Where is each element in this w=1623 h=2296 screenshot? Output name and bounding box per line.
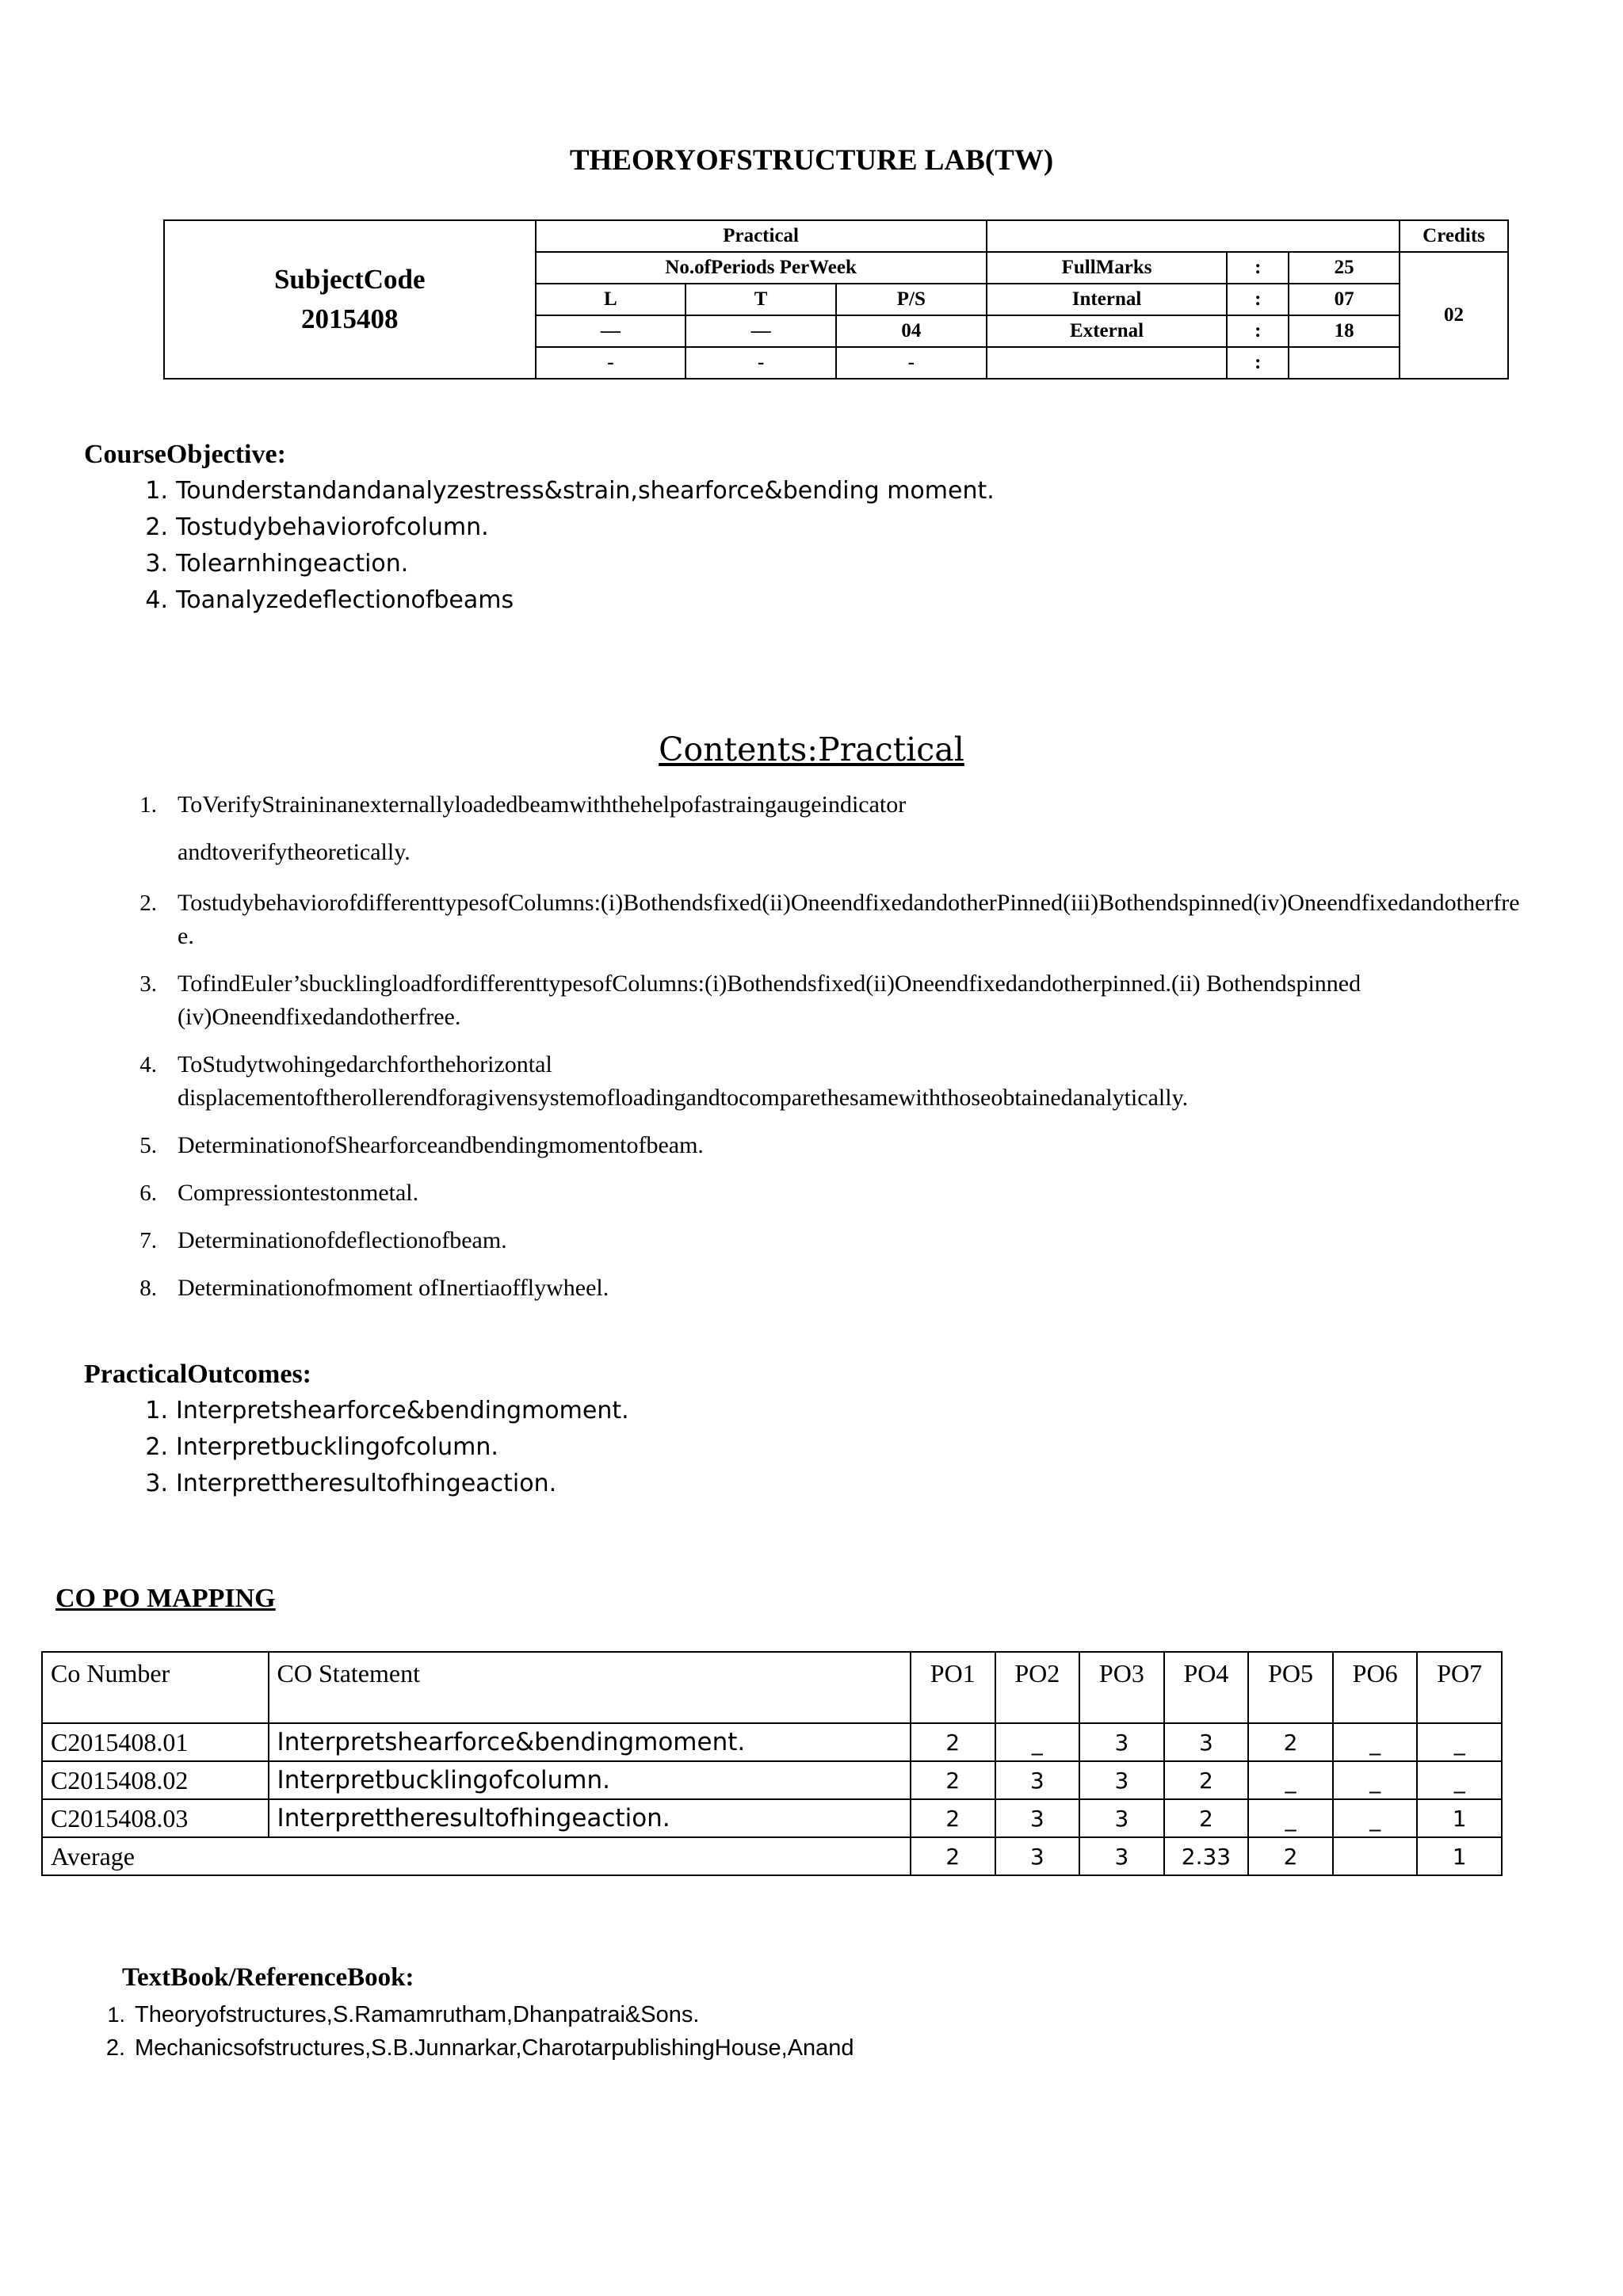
- ps-label: P/S: [836, 284, 987, 315]
- po-value: 2: [911, 1761, 995, 1799]
- list-item: [145, 1429, 629, 1466]
- blank-header: [987, 220, 1400, 252]
- list-number: 1.: [145, 1397, 168, 1425]
- l-label: L: [536, 284, 686, 315]
- list-number: 3.: [139, 971, 157, 997]
- list-text: Interpretshearforce&bendingmoment.: [176, 1397, 629, 1425]
- empty-cell: [1289, 347, 1400, 379]
- subject-code-label: SubjectCode: [273, 264, 426, 295]
- full-marks-label: FullMarks: [987, 252, 1228, 284]
- po-value: 2: [1164, 1761, 1249, 1799]
- po-value: _: [1248, 1799, 1333, 1837]
- contents-heading: Contents:Practical: [659, 730, 964, 769]
- co-statement: Interprettheresultofhingeaction.: [269, 1799, 911, 1837]
- list-number: 1.: [145, 477, 168, 505]
- column-header: PO3: [1079, 1652, 1164, 1723]
- textbook-heading: TextBook/ReferenceBook:: [122, 1963, 414, 1992]
- po-value: _: [1333, 1799, 1418, 1837]
- list-item: [145, 1393, 629, 1429]
- po-average: 1: [1417, 1837, 1502, 1875]
- external-label: External: [987, 315, 1228, 347]
- co-number: C2015408.02: [42, 1761, 269, 1799]
- internal-value: 07: [1289, 284, 1400, 315]
- list-text: TofindEuler’sbucklingloadfordifferenttypesofColumns:(i)Bothendsfixed(ii)Oneendfixedandotherpinned.(ii) Bothendspinned (iv)Oneendfixedandotherfree.: [178, 971, 1361, 1030]
- po-average: 3: [1079, 1837, 1164, 1875]
- textbook-list: [105, 1998, 854, 2065]
- list-item: [127, 788, 1522, 869]
- subject-code: 2015408: [301, 303, 399, 334]
- column-header: PO2: [995, 1652, 1080, 1723]
- list-number: 8.: [139, 1276, 157, 1301]
- full-marks-value: 25: [1289, 252, 1400, 284]
- periods-label: No.ofPeriods PerWeek: [536, 252, 987, 284]
- l-value: —: [536, 315, 686, 347]
- credits-value: 02: [1400, 252, 1508, 379]
- po-value: 2: [911, 1723, 995, 1761]
- dash: -: [685, 347, 836, 379]
- dash: -: [836, 347, 987, 379]
- po-average: 2: [1248, 1837, 1333, 1875]
- list-item: [145, 473, 995, 509]
- list-text: TostudybehaviorofdifferenttypesofColumns:(i)Bothendsfixed(ii)OneendfixedandotherPinned(iii)Bothendspinned(iv)Oneendfixedandotherfree.: [178, 890, 1520, 949]
- list-item: [127, 1224, 1522, 1257]
- list-number: 2.: [105, 2035, 125, 2061]
- po-value: _: [1333, 1761, 1418, 1799]
- practical-outcomes-list: [145, 1393, 629, 1502]
- list-text: Determinationofdeflectionofbeam.: [178, 1227, 507, 1253]
- po-value: 3: [1164, 1723, 1249, 1761]
- list-number: 7.: [139, 1228, 157, 1253]
- column-header: Co Number: [42, 1652, 269, 1723]
- list-text: Mechanicsofstructures,S.B.Junnarkar,CharotarpublishingHouse,Anand: [135, 2035, 854, 2061]
- po-value: 3: [1079, 1799, 1164, 1837]
- list-text: ToStudytwohingedarchforthehorizontal: [178, 1051, 552, 1077]
- po-average: [1333, 1837, 1418, 1875]
- average-label: Average: [42, 1837, 911, 1875]
- list-number: 2.: [139, 891, 157, 916]
- list-text: Determinationofmoment ofInertiaofflywheel.: [178, 1275, 609, 1301]
- list-number: 2.: [145, 513, 168, 541]
- list-text: Tolearnhingeaction.: [176, 550, 409, 578]
- po-value: 3: [995, 1761, 1080, 1799]
- list-text: Compressiontestonmetal.: [178, 1180, 419, 1206]
- po-average: 2: [911, 1837, 995, 1875]
- list-item: [127, 967, 1522, 1034]
- list-text: displacementoftherollerendforagivensystemofloadingandtocomparethesamewiththoseobtainedanalytically.: [178, 1085, 1189, 1111]
- list-item: [145, 546, 995, 582]
- list-number: 1.: [139, 792, 157, 818]
- column-header: PO6: [1333, 1652, 1418, 1723]
- po-value: 3: [1079, 1761, 1164, 1799]
- list-number: 4.: [139, 1052, 157, 1077]
- list-item: [105, 2031, 854, 2065]
- list-item: [127, 1272, 1522, 1305]
- po-average: 2.33: [1164, 1837, 1249, 1875]
- po-value: 1: [1417, 1799, 1502, 1837]
- po-value: _: [1333, 1723, 1418, 1761]
- credits-header: Credits: [1400, 220, 1508, 252]
- list-text: Toanalyzedeflectionofbeams: [176, 586, 514, 614]
- colon: :: [1227, 315, 1289, 347]
- table-header-row: [42, 1652, 1502, 1723]
- list-text: Tostudybehaviorofcolumn.: [176, 513, 489, 541]
- po-value: _: [1248, 1761, 1333, 1799]
- copo-table: [41, 1651, 1503, 1876]
- column-header: PO5: [1248, 1652, 1333, 1723]
- empty-cell: [987, 347, 1228, 379]
- list-item: [107, 1998, 854, 2031]
- table-row: [42, 1723, 1502, 1761]
- colon: :: [1227, 347, 1289, 379]
- po-value: 2: [1164, 1799, 1249, 1837]
- column-header: PO4: [1164, 1652, 1249, 1723]
- table-row: [42, 1761, 1502, 1799]
- internal-label: Internal: [987, 284, 1228, 315]
- page-title: THEORYOFSTRUCTURE LAB(TW): [569, 144, 1054, 177]
- course-objective-heading: CourseObjective:: [84, 440, 286, 469]
- list-number: 6.: [139, 1180, 157, 1206]
- list-item: [127, 1177, 1522, 1210]
- list-text: ToVerifyStraininanexternallyloadedbeamwiththehelpofastraingaugeindicator: [178, 791, 907, 818]
- list-number: 4.: [145, 586, 168, 614]
- co-number: C2015408.01: [42, 1723, 269, 1761]
- po-value: 3: [995, 1799, 1080, 1837]
- list-number: 3.: [145, 550, 168, 578]
- column-header: PO7: [1417, 1652, 1502, 1723]
- colon: :: [1227, 252, 1289, 284]
- list-text: andtoverifytheoretically.: [178, 839, 411, 865]
- list-item: [127, 1048, 1522, 1115]
- t-label: T: [685, 284, 836, 315]
- po-value: _: [1417, 1723, 1502, 1761]
- co-number: C2015408.03: [42, 1799, 269, 1837]
- course-objective-list: [145, 473, 995, 619]
- list-item: [145, 1466, 629, 1502]
- practical-header: Practical: [536, 220, 987, 252]
- po-average: 3: [995, 1837, 1080, 1875]
- list-text: Theoryofstructures,S.Ramamrutham,Dhanpatrai&Sons.: [135, 2002, 700, 2027]
- colon: :: [1227, 284, 1289, 315]
- table-row: [42, 1799, 1502, 1837]
- average-row: [42, 1837, 1502, 1875]
- po-value: 2: [911, 1799, 995, 1837]
- list-text: Tounderstandandanalyzestress&strain,shearforce&bending moment.: [176, 477, 995, 505]
- practical-outcomes-heading: PracticalOutcomes:: [84, 1360, 311, 1389]
- po-value: _: [1417, 1761, 1502, 1799]
- po-value: 3: [1079, 1723, 1164, 1761]
- list-number: 1.: [107, 2003, 125, 2027]
- list-item: [145, 582, 995, 619]
- list-item: [127, 1129, 1522, 1162]
- copo-heading: CO PO MAPPING: [55, 1584, 276, 1613]
- external-value: 18: [1289, 315, 1400, 347]
- dash: -: [536, 347, 686, 379]
- list-item: [127, 887, 1522, 953]
- subject-table: [163, 219, 1509, 379]
- list-number: 3.: [145, 1470, 168, 1497]
- t-value: —: [685, 315, 836, 347]
- list-text: DeterminationofShearforceandbendingmomentofbeam.: [178, 1132, 704, 1158]
- ps-value: 04: [836, 315, 987, 347]
- list-item: [145, 509, 995, 546]
- list-number: 5.: [139, 1133, 157, 1158]
- po-value: 2: [1248, 1723, 1333, 1761]
- column-header: PO1: [911, 1652, 995, 1723]
- co-statement: Interpretshearforce&bendingmoment.: [269, 1723, 911, 1761]
- list-text: Interprettheresultofhingeaction.: [176, 1470, 557, 1497]
- list-text: Interpretbucklingofcolumn.: [176, 1433, 498, 1461]
- subject-code-cell: [164, 220, 536, 379]
- list-number: 2.: [145, 1433, 168, 1461]
- po-value: _: [995, 1723, 1080, 1761]
- practical-contents-list: [127, 788, 1522, 1319]
- column-header: CO Statement: [269, 1652, 911, 1723]
- co-statement: Interpretbucklingofcolumn.: [269, 1761, 911, 1799]
